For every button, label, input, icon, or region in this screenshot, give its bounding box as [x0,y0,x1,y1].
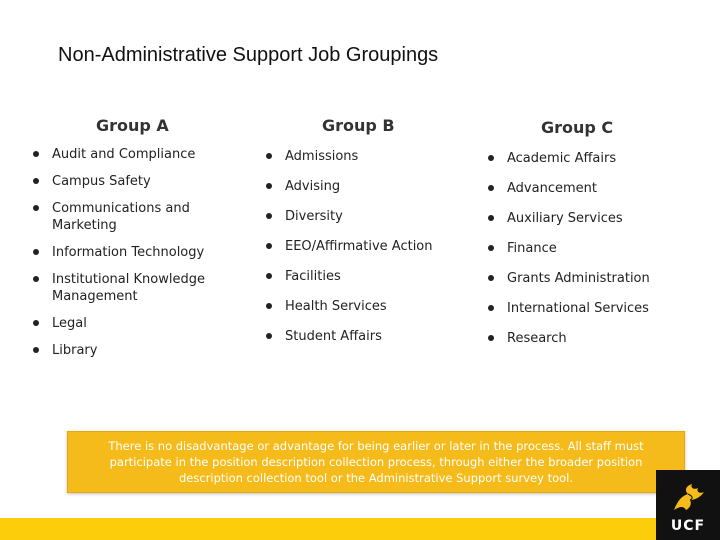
list-item: Audit and Compliance [30,146,230,163]
bullet-icon [266,273,272,279]
bullet-icon [266,183,272,189]
list-item: Facilities [263,268,473,285]
group-c-heading: Group C [541,118,614,137]
list-item: Research [485,330,710,347]
list-item: Advancement [485,180,710,197]
list-item: Health Services [263,298,473,315]
bullet-icon [488,305,494,311]
list-item: EEO/Affirmative Action [263,238,473,255]
bullet-icon [33,320,39,326]
bullet-icon [266,243,272,249]
logo-text: UCF [670,518,706,534]
bullet-icon [33,249,39,255]
bullet-icon [488,155,494,161]
list-item: Admissions [263,148,473,165]
bullet-icon [488,335,494,341]
bullet-icon [33,151,39,157]
group-a-list [30,146,230,369]
list-item: Diversity [263,208,473,225]
list-item: Institutional Knowledge Management [30,271,230,305]
bullet-icon [266,333,272,339]
list-item: Auxiliary Services [485,210,710,227]
list-item: International Services [485,300,710,317]
info-callout [67,431,685,493]
group-a-heading: Group A [96,116,169,135]
bullet-icon [488,185,494,191]
callout-text: There is no disadvantage or advantage for being earlier or later in the process. All staff must participate in the position description collection process, through either the broader position description collection tool or the Administrative Support survey tool. [108,439,644,485]
group-b-heading: Group B [322,116,395,135]
list-item: Grants Administration [485,270,710,287]
group-c-list [485,150,710,360]
list-item: Advising [263,178,473,195]
list-item: Student Affairs [263,328,473,345]
bullet-icon [488,275,494,281]
ucf-logo [656,470,720,540]
bullet-icon [33,205,39,211]
bullet-icon [33,178,39,184]
slide-title: Non-Administrative Support Job Groupings [58,44,439,66]
bullet-icon [33,347,39,353]
list-item: Library [30,342,230,359]
bullet-icon [488,245,494,251]
list-item: Information Technology [30,244,230,261]
footer-bar [0,518,720,540]
list-item: Campus Safety [30,173,230,190]
list-item: Finance [485,240,710,257]
list-item: Communications and Marketing [30,200,230,234]
bullet-icon [266,153,272,159]
bullet-icon [488,215,494,221]
list-item: Academic Affairs [485,150,710,167]
group-b-list [263,148,473,358]
pegasus-icon [668,482,708,514]
list-item: Legal [30,315,230,332]
bullet-icon [33,276,39,282]
bullet-icon [266,303,272,309]
bullet-icon [266,213,272,219]
